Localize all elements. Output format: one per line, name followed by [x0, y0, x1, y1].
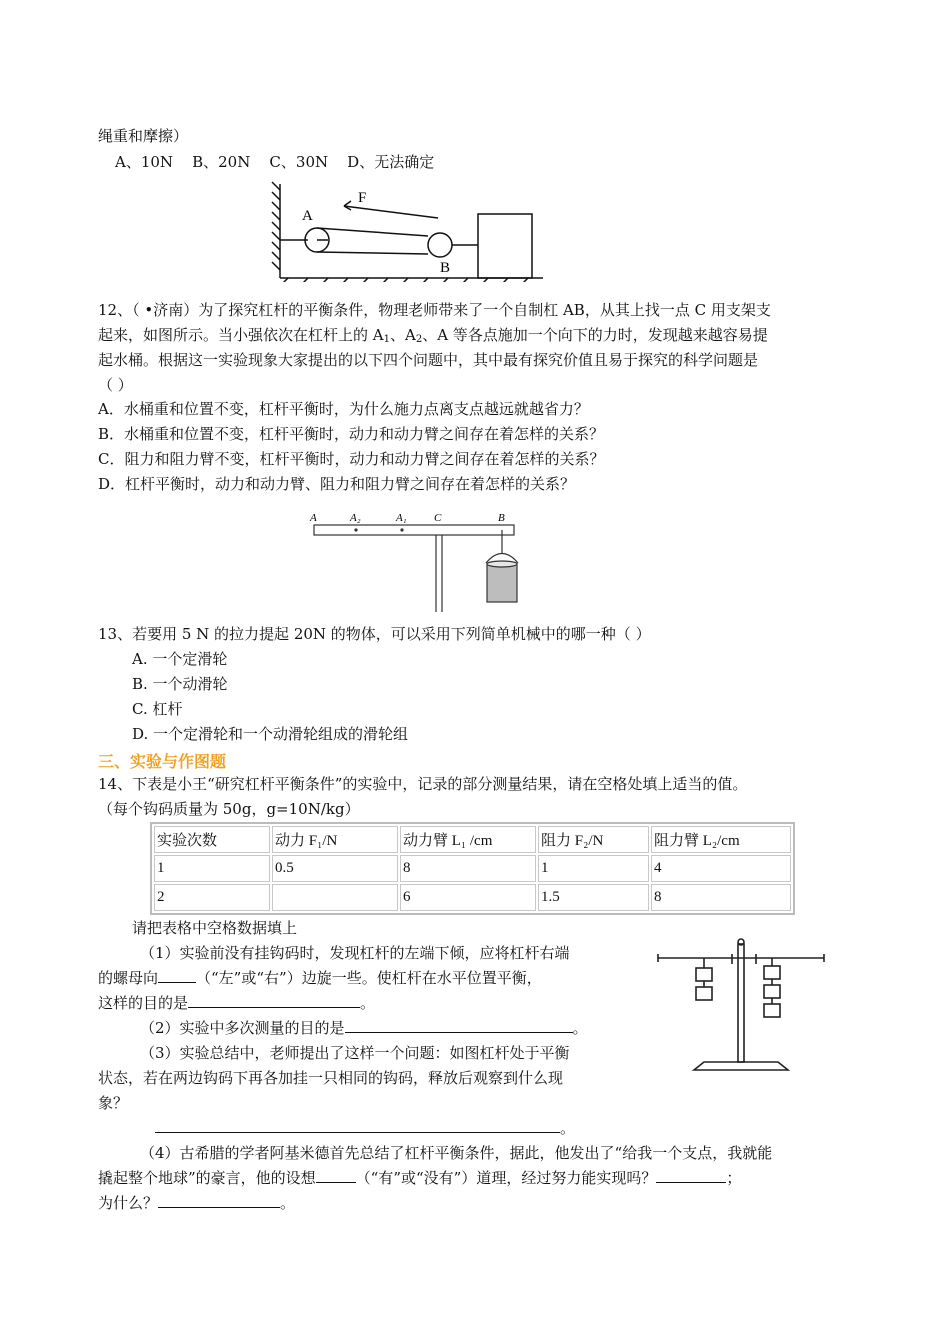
table-header-cell: 动力臂 L₁ /cm: [400, 826, 536, 853]
q12-line4: （ ）: [98, 376, 133, 394]
label-b: B: [498, 512, 505, 524]
q12-line1: 12、（ •济南）为了探究杠杆的平衡条件，物理老师带来了一个自制杠 AB，从其上找一点 C 用支架支: [98, 301, 771, 319]
lever-stand-figure: [652, 934, 832, 1074]
label-c: C: [434, 512, 442, 524]
answer-blank-achievable[interactable]: [656, 1168, 726, 1183]
lever-bucket-figure: [306, 508, 536, 616]
q14-line1: 14、下表是小王“研究杠杆平衡条件”的实验中，记录的部分测量结果，请在空格处填上适当的值。: [98, 775, 748, 793]
answer-blank-purpose[interactable]: [188, 993, 360, 1008]
fill-prompt: 请把表格中空格数据填上: [132, 919, 298, 937]
q14-p2: （2）实验中多次测量的目的是 。: [140, 1019, 588, 1037]
label-a: A: [302, 208, 313, 224]
q14-p1-line2: 的螺母向 （“左”或“右”）边旋一些。使杠杆在水平位置平衡，: [98, 969, 542, 987]
table-header-row: [154, 826, 791, 853]
q11-options: A、10N B、20N C、30N D、无法确定: [115, 153, 435, 171]
q13-option-d: D. 一个定滑轮和一个动滑轮组成的滑轮组: [132, 725, 409, 743]
table-header-cell: 动力 F₁/N: [272, 826, 398, 853]
q14-p3-answer: 。: [155, 1118, 575, 1138]
label-b: B: [440, 260, 451, 276]
pulley-figure: [268, 178, 548, 282]
q11-tail-text: 绳重和摩擦）: [98, 127, 189, 145]
table-cell: 1.5: [538, 884, 649, 911]
q12-option-a: A．水桶重和位置不变，杠杆平衡时，为什么施力点离支点越远就越省力？: [98, 400, 589, 418]
q14-p4-line1: （4）古希腊的学者阿基米德首先总结了杠杆平衡条件，据此，他发出了“给我一个支点，我就能: [140, 1144, 773, 1162]
section-heading: 三、实验与作图题: [98, 752, 227, 771]
table-cell: 0.5: [272, 855, 398, 882]
q12-option-d: D．杠杆平衡时，动力和动力臂、阻力和阻力臂之间存在着怎样的关系？: [98, 475, 576, 493]
answer-blank-why[interactable]: [158, 1193, 280, 1208]
q12-line3: 起水桶。根据这一实验现象大家提出的以下四个问题中，其中最有探究价值且易于探究的科学问题是: [98, 351, 759, 369]
answer-blank-phenomenon[interactable]: [155, 1118, 560, 1133]
table-cell: 6: [400, 884, 536, 911]
table-header-cell: 阻力 F₂/N: [538, 826, 649, 853]
table-cell: 8: [400, 855, 536, 882]
point-a1: [400, 528, 403, 531]
label-a: A: [310, 512, 317, 524]
table-cell: 2: [154, 884, 270, 911]
q14-p3-line2: 状态，若在两边钩码下再各加挂一只相同的钩码，释放后观察到什么现: [98, 1069, 564, 1087]
table-cell: 1: [154, 855, 270, 882]
table-cell: 8: [651, 884, 791, 911]
answer-blank-direction[interactable]: [158, 968, 196, 983]
q14-line2: （每个钩码质量为 50g，g=10N/kg）: [98, 800, 360, 818]
table-cell: 1: [538, 855, 649, 882]
table-row: [154, 855, 791, 882]
table-cell: 4: [651, 855, 791, 882]
table-header-cell: 阻力臂 L₂/cm: [651, 826, 791, 853]
label-a2: A₂: [350, 512, 361, 524]
answer-blank-multiple-measurements[interactable]: [345, 1018, 573, 1033]
q12-line2: 起来，如图所示。当小强依次在杠杆上的 $A_1$、$A_2$、A 等各点施加一个向下的力时，发现越来越容易提: [98, 326, 768, 345]
q14-p4-line3: 为什么？ 。: [98, 1194, 296, 1212]
table-cell-blank[interactable]: [272, 884, 398, 911]
q14-p4-line2: 撬起整个地球”的豪言，他的设想 （“有”或“没有”）道理，经过努力能实现吗？ ；: [98, 1169, 742, 1187]
answer-blank-reason-yesno[interactable]: [316, 1168, 356, 1183]
label-a1: A₁: [396, 512, 407, 524]
q12-option-c: C．阻力和阻力臂不变，杠杆平衡时，动力和动力臂之间存在着怎样的关系？: [98, 450, 605, 468]
q13-stem: 13、若要用 5 N 的拉力提起 20N 的物体，可以采用下列简单机械中的哪一种（ ）: [98, 625, 651, 643]
q14-p3-line1: （3）实验总结中，老师提出了这样一个问题：如图杠杆处于平衡: [140, 1044, 570, 1062]
point-a2: [354, 528, 357, 531]
q13-option-b: B. 一个动滑轮: [132, 675, 228, 693]
q13-option-a: A. 一个定滑轮: [132, 650, 228, 668]
q14-p1-line3: 这样的目的是 。: [98, 994, 376, 1012]
q14-p3-line3: 象？: [98, 1094, 129, 1112]
q14-p1-line1: （1）实验前没有挂钩码时，发现杠杆的左端下倾，应将杠杆右端: [140, 944, 570, 962]
q12-option-b: B．水桶重和位置不变，杠杆平衡时，动力和动力臂之间存在着怎样的关系？: [98, 425, 605, 443]
q13-option-c: C. 杠杆: [132, 700, 183, 718]
measurement-table: [150, 822, 795, 915]
table-header-cell: 实验次数: [154, 826, 270, 853]
label-f: F: [358, 190, 367, 206]
table-row: [154, 884, 791, 911]
